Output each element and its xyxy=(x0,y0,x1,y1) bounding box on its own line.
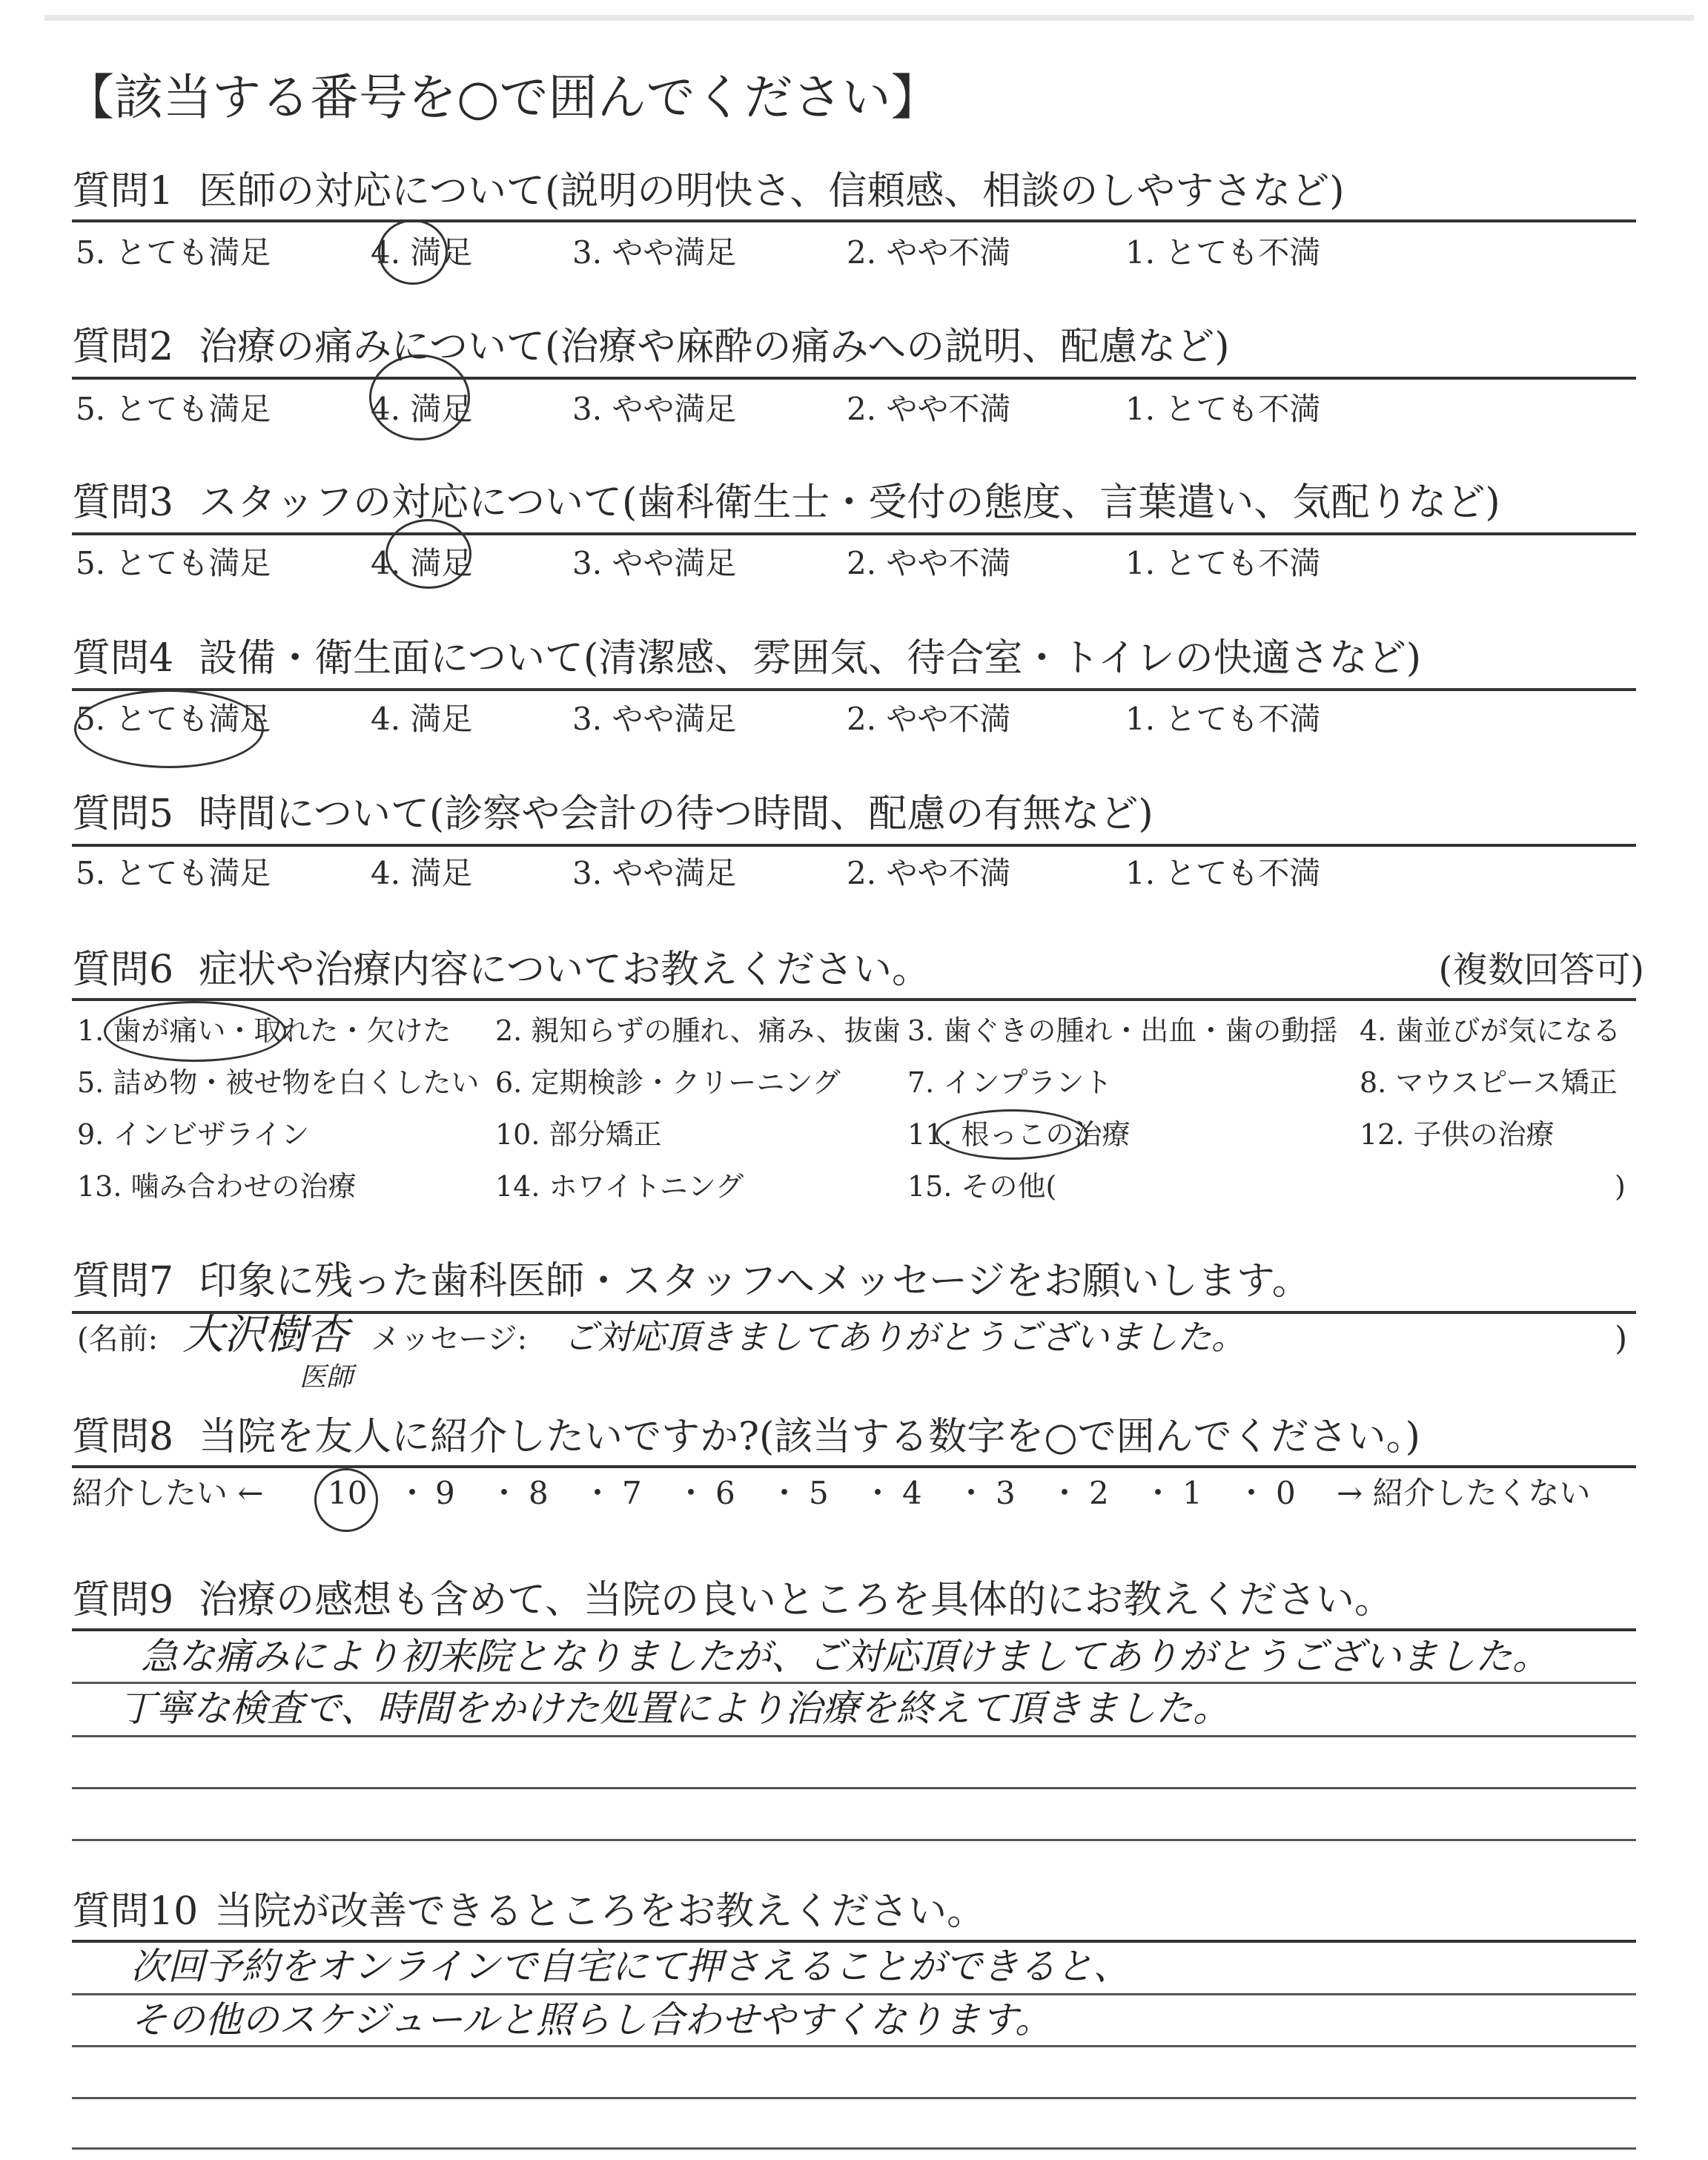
question-2-heading xyxy=(72,323,1230,371)
q1-option-3[interactable]: 3. やや満足 xyxy=(572,234,737,271)
question-7-heading xyxy=(72,1258,1311,1305)
q4-answer-circle xyxy=(74,690,264,768)
q7-name-note: 医師 xyxy=(299,1362,354,1393)
q10-answer-line-1[interactable]: 次回予約をオンラインで自宅にて押さえることができると、 xyxy=(130,1945,1131,1988)
q1-option-4[interactable]: 4. 満足 xyxy=(371,234,473,271)
question-3-text: スタッフの対応について(歯科衛生士・受付の態度、言葉遣い、気配りなど) xyxy=(199,480,1500,525)
q4-option-4[interactable]: 4. 満足 xyxy=(371,701,473,737)
question-10-rule xyxy=(72,1940,1636,1943)
q2-option-5[interactable]: 5. とても満足 xyxy=(76,391,271,427)
question-8-rule xyxy=(72,1465,1636,1468)
q4-option-1[interactable]: 1. とても不満 xyxy=(1125,701,1321,737)
multiple-answers-note: (複数回答可) xyxy=(1438,949,1644,991)
recommend-scale xyxy=(72,1470,1636,1516)
instruction-heading: 【該当する番号を○で囲んでください】 xyxy=(65,69,940,126)
q2-option-2[interactable]: 2. やや不満 xyxy=(847,391,1011,427)
scale-value-6[interactable]: 6 xyxy=(715,1475,735,1511)
question-10-text: 当院が改善できるところをお教えください。 xyxy=(214,1889,986,1934)
q6-option-8[interactable]: 8. マウスピース矯正 xyxy=(1360,1066,1618,1099)
q6-option-5[interactable]: 5. 詰め物・被せ物を白くしたい xyxy=(77,1066,480,1099)
q3-answer-circle xyxy=(385,519,471,589)
q5-option-4[interactable]: 4. 満足 xyxy=(371,855,473,891)
q6-option-9[interactable]: 9. インビザライン xyxy=(77,1118,310,1151)
question-3-heading xyxy=(72,479,1500,526)
top-border xyxy=(44,15,1694,21)
q7-close-paren: ) xyxy=(1615,1320,1628,1358)
question-10-number: 質問10 xyxy=(72,1889,199,1934)
q6-option-4[interactable]: 4. 歯並びが気になる xyxy=(1360,1014,1621,1047)
scale-right-label: → 紹介したくない xyxy=(1337,1475,1591,1511)
scale-value-9[interactable]: 9 xyxy=(435,1475,455,1511)
q1-option-1[interactable]: 1. とても不満 xyxy=(1125,234,1321,271)
q6-option-12[interactable]: 12. 子供の治療 xyxy=(1360,1118,1555,1151)
q9-answer-line-2[interactable]: 丁寧な検査で、時間をかけた処置により治療を終えて頂きました。 xyxy=(119,1687,1230,1730)
scale-value-10[interactable]: 10 xyxy=(328,1475,368,1511)
q10-answer-rule xyxy=(72,1993,1636,1995)
question-10-heading xyxy=(72,1888,985,1935)
q6-option-7[interactable]: 7. インプラント xyxy=(907,1066,1113,1099)
question-4-rule xyxy=(72,688,1636,691)
scale-value-2[interactable]: 2 xyxy=(1089,1475,1109,1511)
scale-value-8[interactable]: 8 xyxy=(529,1475,549,1511)
question-4-number: 質問4 xyxy=(72,636,174,681)
scale-dot: ・ xyxy=(397,1475,428,1511)
question-8-text: 当院を友人に紹介したいですか?(該当する数字を○で囲んでください。) xyxy=(199,1415,1420,1459)
q4-option-5[interactable]: 5. とても満足 xyxy=(76,701,271,737)
q9-answer-rule xyxy=(72,1787,1636,1789)
scale-dot: ・ xyxy=(956,1475,987,1511)
q2-option-3[interactable]: 3. やや満足 xyxy=(572,391,737,427)
scale-dot: ・ xyxy=(582,1475,614,1511)
question-5-text: 時間について(診察や会計の待つ時間、配慮の有無など) xyxy=(199,792,1153,836)
q5-option-3[interactable]: 3. やや満足 xyxy=(572,855,737,891)
scale-dot: ・ xyxy=(862,1475,894,1511)
question-5-number: 質問5 xyxy=(72,792,174,836)
question-2-number: 質問2 xyxy=(72,325,174,369)
question-6-text: 症状や治療内容についてお教えください。 xyxy=(199,948,931,992)
question-2-rule xyxy=(72,377,1636,380)
scale-dot: ・ xyxy=(675,1475,707,1511)
q10-answer-rule xyxy=(72,2097,1636,2099)
scale-dot: ・ xyxy=(1049,1475,1081,1511)
q6-option-14[interactable]: 14. ホワイトニング xyxy=(495,1170,744,1203)
q6-answer-circle-1 xyxy=(104,1001,286,1062)
q7-name-value[interactable]: 大沢樹杏 xyxy=(182,1311,348,1359)
q6-option-6[interactable]: 6. 定期検診・クリーニング xyxy=(495,1066,841,1099)
question-1-text: 医師の対応について(説明の明快さ、信頼感、相談のしやすさなど) xyxy=(199,169,1345,214)
question-7-number: 質問7 xyxy=(72,1259,174,1304)
scale-value-5[interactable]: 5 xyxy=(809,1475,829,1511)
q1-option-2[interactable]: 2. やや不満 xyxy=(847,234,1011,271)
q4-option-2[interactable]: 2. やや不満 xyxy=(847,701,1011,737)
scale-value-0[interactable]: 0 xyxy=(1276,1475,1296,1511)
q6-other-close-paren: ) xyxy=(1615,1170,1626,1203)
scale-value-7[interactable]: 7 xyxy=(622,1475,642,1511)
question-9-heading xyxy=(72,1576,1393,1624)
question-8-number: 質問8 xyxy=(72,1415,174,1459)
question-4-heading xyxy=(72,635,1421,682)
question-1-number: 質問1 xyxy=(72,169,174,214)
question-6-heading xyxy=(72,946,930,994)
q1-option-5[interactable]: 5. とても満足 xyxy=(76,234,271,271)
question-3-rule xyxy=(72,532,1636,535)
q9-answer-rule xyxy=(72,1735,1636,1737)
q2-answer-circle xyxy=(369,354,473,440)
scale-value-4[interactable]: 4 xyxy=(902,1475,922,1511)
question-1-rule xyxy=(72,219,1636,222)
q9-answer-rule xyxy=(72,1682,1636,1684)
scale-dot: ・ xyxy=(1142,1475,1174,1511)
q6-option-13[interactable]: 13. 噛み合わせの治療 xyxy=(77,1170,357,1203)
question-2-text: 治療の痛みについて(治療や麻酔の痛みへの説明、配慮など) xyxy=(199,325,1230,369)
q3-option-1[interactable]: 1. とても不満 xyxy=(1125,545,1321,581)
q3-option-5[interactable]: 5. とても満足 xyxy=(76,545,271,581)
q5-option-2[interactable]: 2. やや不満 xyxy=(847,855,1011,891)
q9-answer-rule xyxy=(72,1839,1636,1841)
scale-dot: ・ xyxy=(1236,1475,1268,1511)
q2-option-4[interactable]: 4. 満足 xyxy=(371,391,473,427)
q3-option-3[interactable]: 3. やや満足 xyxy=(572,545,737,581)
q3-option-4[interactable]: 4. 満足 xyxy=(371,545,473,581)
q10-answer-line-2[interactable]: その他のスケジュールと照らし合わせやすくなります。 xyxy=(130,1998,1052,2041)
q1-answer-circle xyxy=(378,219,448,285)
q2-option-1[interactable]: 1. とても不満 xyxy=(1125,391,1321,427)
q10-answer-rule xyxy=(72,2045,1636,2047)
q6-option-3[interactable]: 3. 歯ぐきの腫れ・出血・歯の動揺 xyxy=(907,1014,1338,1047)
scale-value-3[interactable]: 3 xyxy=(996,1475,1016,1511)
question-8-heading xyxy=(72,1413,1420,1461)
q6-answer-circle-11 xyxy=(936,1109,1088,1160)
q9-answer-line-1[interactable]: 急な痛みにより初来院となりましたが、ご対応頂けましてありがとうございました。 xyxy=(141,1635,1549,1678)
question-6-number: 質問6 xyxy=(72,948,174,992)
question-9-number: 質問9 xyxy=(72,1578,174,1622)
q6-option-2[interactable]: 2. 親知らずの腫れ、痛み、抜歯 xyxy=(495,1014,901,1047)
q3-option-2[interactable]: 2. やや不満 xyxy=(847,545,1011,581)
scale-value-1[interactable]: 1 xyxy=(1182,1475,1202,1511)
q6-option-11[interactable]: 11. 根っこの治療 xyxy=(907,1118,1131,1151)
q6-option-10[interactable]: 10. 部分矯正 xyxy=(495,1118,662,1151)
question-4-text: 設備・衛生面について(清潔感、雰囲気、待合室・トイレの快適さなど) xyxy=(199,636,1422,681)
q6-option-15[interactable]: 15. その他( xyxy=(907,1170,1057,1203)
q10-answer-rule xyxy=(72,2147,1636,2150)
question-3-number: 質問3 xyxy=(72,480,174,525)
q5-option-1[interactable]: 1. とても不満 xyxy=(1125,855,1321,891)
question-9-rule xyxy=(72,1628,1636,1631)
question-6-rule xyxy=(72,998,1636,1001)
scale-dot: ・ xyxy=(489,1475,520,1511)
q7-message-label: メッセージ: xyxy=(371,1322,528,1356)
question-5-rule xyxy=(72,844,1636,847)
scale-left-label: 紹介したい ← xyxy=(72,1475,264,1511)
q4-option-3[interactable]: 3. やや満足 xyxy=(572,701,737,737)
question-7-text: 印象に残った歯科医師・スタッフへメッセージをお願いします。 xyxy=(199,1259,1311,1304)
q5-option-5[interactable]: 5. とても満足 xyxy=(76,855,271,891)
q8-answer-circle xyxy=(314,1468,378,1532)
scale-dot: ・ xyxy=(769,1475,801,1511)
question-9-text: 治療の感想も含めて、当院の良いところを具体的にお教えください。 xyxy=(199,1578,1394,1622)
q6-option-1[interactable]: 1. 歯が痛い・取れた・欠けた xyxy=(77,1014,451,1047)
question-5-heading xyxy=(72,790,1153,838)
q7-name-label: (名前: xyxy=(77,1322,159,1356)
question-1-heading xyxy=(72,168,1345,215)
q7-message-value[interactable]: ご対応頂きましてありがとうございました。 xyxy=(563,1317,1245,1357)
